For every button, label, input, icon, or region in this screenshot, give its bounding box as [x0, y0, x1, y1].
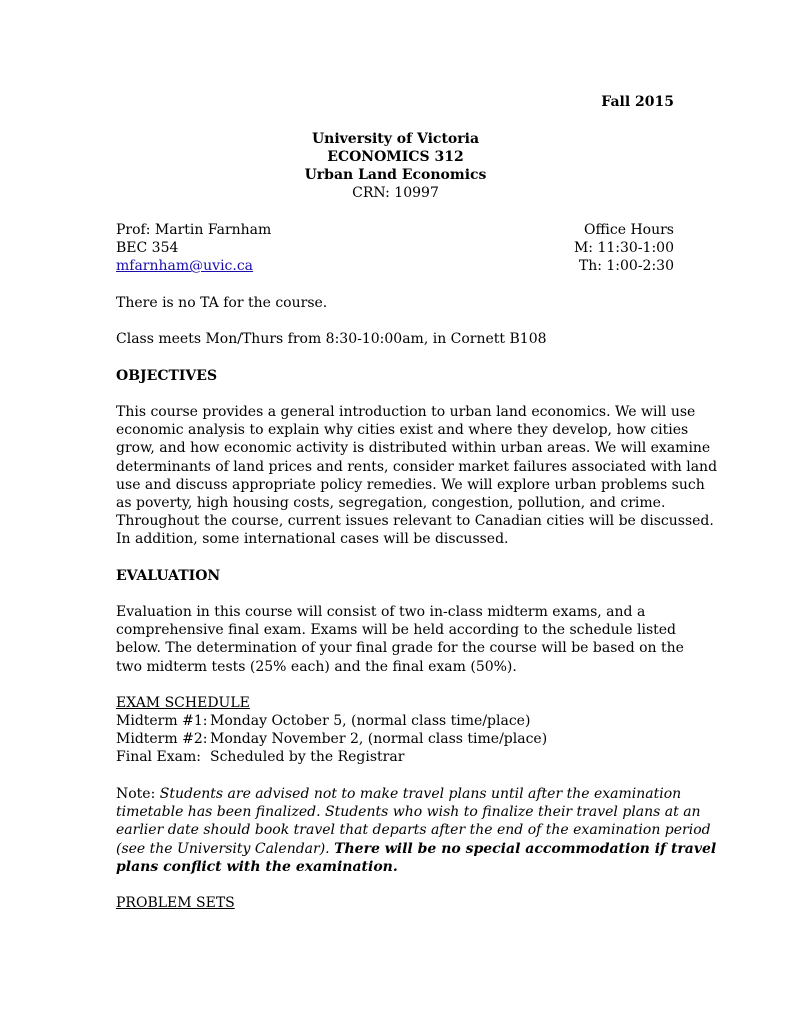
ta-notice: There is no TA for the course.: [116, 295, 328, 311]
problem-sets-heading: PROBLEM SETS: [116, 895, 235, 911]
evaluation-paragraph: [116, 603, 684, 676]
office-location: BEC 354: [116, 240, 179, 256]
exam-date: Scheduled by the Registrar: [210, 749, 405, 765]
paragraph-line: Throughout the course, current issues relevant to Canadian cities will be discussed.: [116, 513, 714, 530]
email-link[interactable]: mfarnham@uvic.ca: [116, 258, 254, 274]
objectives-heading: OBJECTIVES: [116, 368, 218, 384]
note-line: earlier date should book travel that departs after the end of the examination period: [116, 822, 711, 839]
exam-label: Midterm #1:: [116, 713, 208, 729]
paragraph-line: below. The determination of your final grade for the course will be based on the: [116, 640, 684, 657]
note-text: Students are advised not to make travel plans until after the examination: [159, 786, 682, 802]
note-line: [116, 840, 717, 858]
exam-label: Final Exam:: [116, 749, 201, 765]
exam-row-final: [116, 748, 404, 766]
note-text: (see the University Calendar).: [116, 840, 335, 857]
term-label: Fall 2015: [601, 94, 674, 110]
paragraph-line: This course provides a general introduction to urban land economics. We will use: [116, 404, 696, 420]
office-hours-monday: M: 11:30-1:00: [573, 240, 674, 256]
note-line: [116, 785, 682, 803]
paragraph-line: grow, and how economic activity is distributed within urban areas. We will examine: [116, 440, 711, 457]
paragraph-line: two midterm tests (25% each) and the final exam (50%).: [116, 658, 517, 675]
travel-note: [116, 785, 717, 876]
note-warning: plans conflict with the examination.: [116, 858, 398, 875]
note-warning: There will be no special accommodation if travel: [334, 840, 717, 857]
exam-row-midterm-1: [116, 712, 530, 730]
paragraph-line: determinants of land prices and rents, consider market failures associated with land: [116, 458, 718, 475]
exam-schedule-heading: EXAM SCHEDULE: [116, 695, 250, 711]
paragraph-line: In addition, some international cases will be discussed.: [116, 531, 509, 548]
crn: CRN: 10997: [352, 185, 439, 201]
course-code: ECONOMICS 312: [327, 149, 464, 165]
paragraph-line: use and discuss appropriate policy remedies. We will explore urban problems such: [116, 476, 705, 493]
exam-label: Midterm #2:: [116, 731, 208, 747]
university-name: University of Victoria: [311, 131, 480, 147]
paragraph-line: as poverty, high housing costs, segregation, congestion, pollution, and crime.: [116, 495, 666, 512]
exam-date: Monday November 2, (normal class time/place): [210, 731, 548, 747]
course-title: Urban Land Economics: [304, 167, 487, 183]
note-prefix: Note:: [116, 786, 160, 802]
evaluation-heading: EVALUATION: [116, 568, 221, 584]
class-meeting-info: Class meets Mon/Thurs from 8:30-10:00am, in Cornett B108: [116, 331, 547, 347]
paragraph-line: Evaluation in this course will consist of two in-class midterm exams, and a: [116, 604, 646, 620]
office-hours-title: Office Hours: [583, 222, 674, 238]
note-line: timetable has been finalized. Students who wish to finalize their travel plans at an: [116, 804, 701, 821]
paragraph-line: comprehensive final exam. Exams will be held according to the schedule listed: [116, 622, 676, 639]
objectives-paragraph: [116, 403, 718, 549]
professor-name: Prof: Martin Farnham: [116, 222, 272, 238]
exam-row-midterm-2: [116, 730, 547, 748]
exam-date: Monday October 5, (normal class time/place): [210, 713, 531, 729]
paragraph-line: economic analysis to explain why cities exist and where they develop, how cities: [116, 422, 689, 439]
office-hours-thursday: Th: 1:00-2:30: [578, 258, 674, 274]
